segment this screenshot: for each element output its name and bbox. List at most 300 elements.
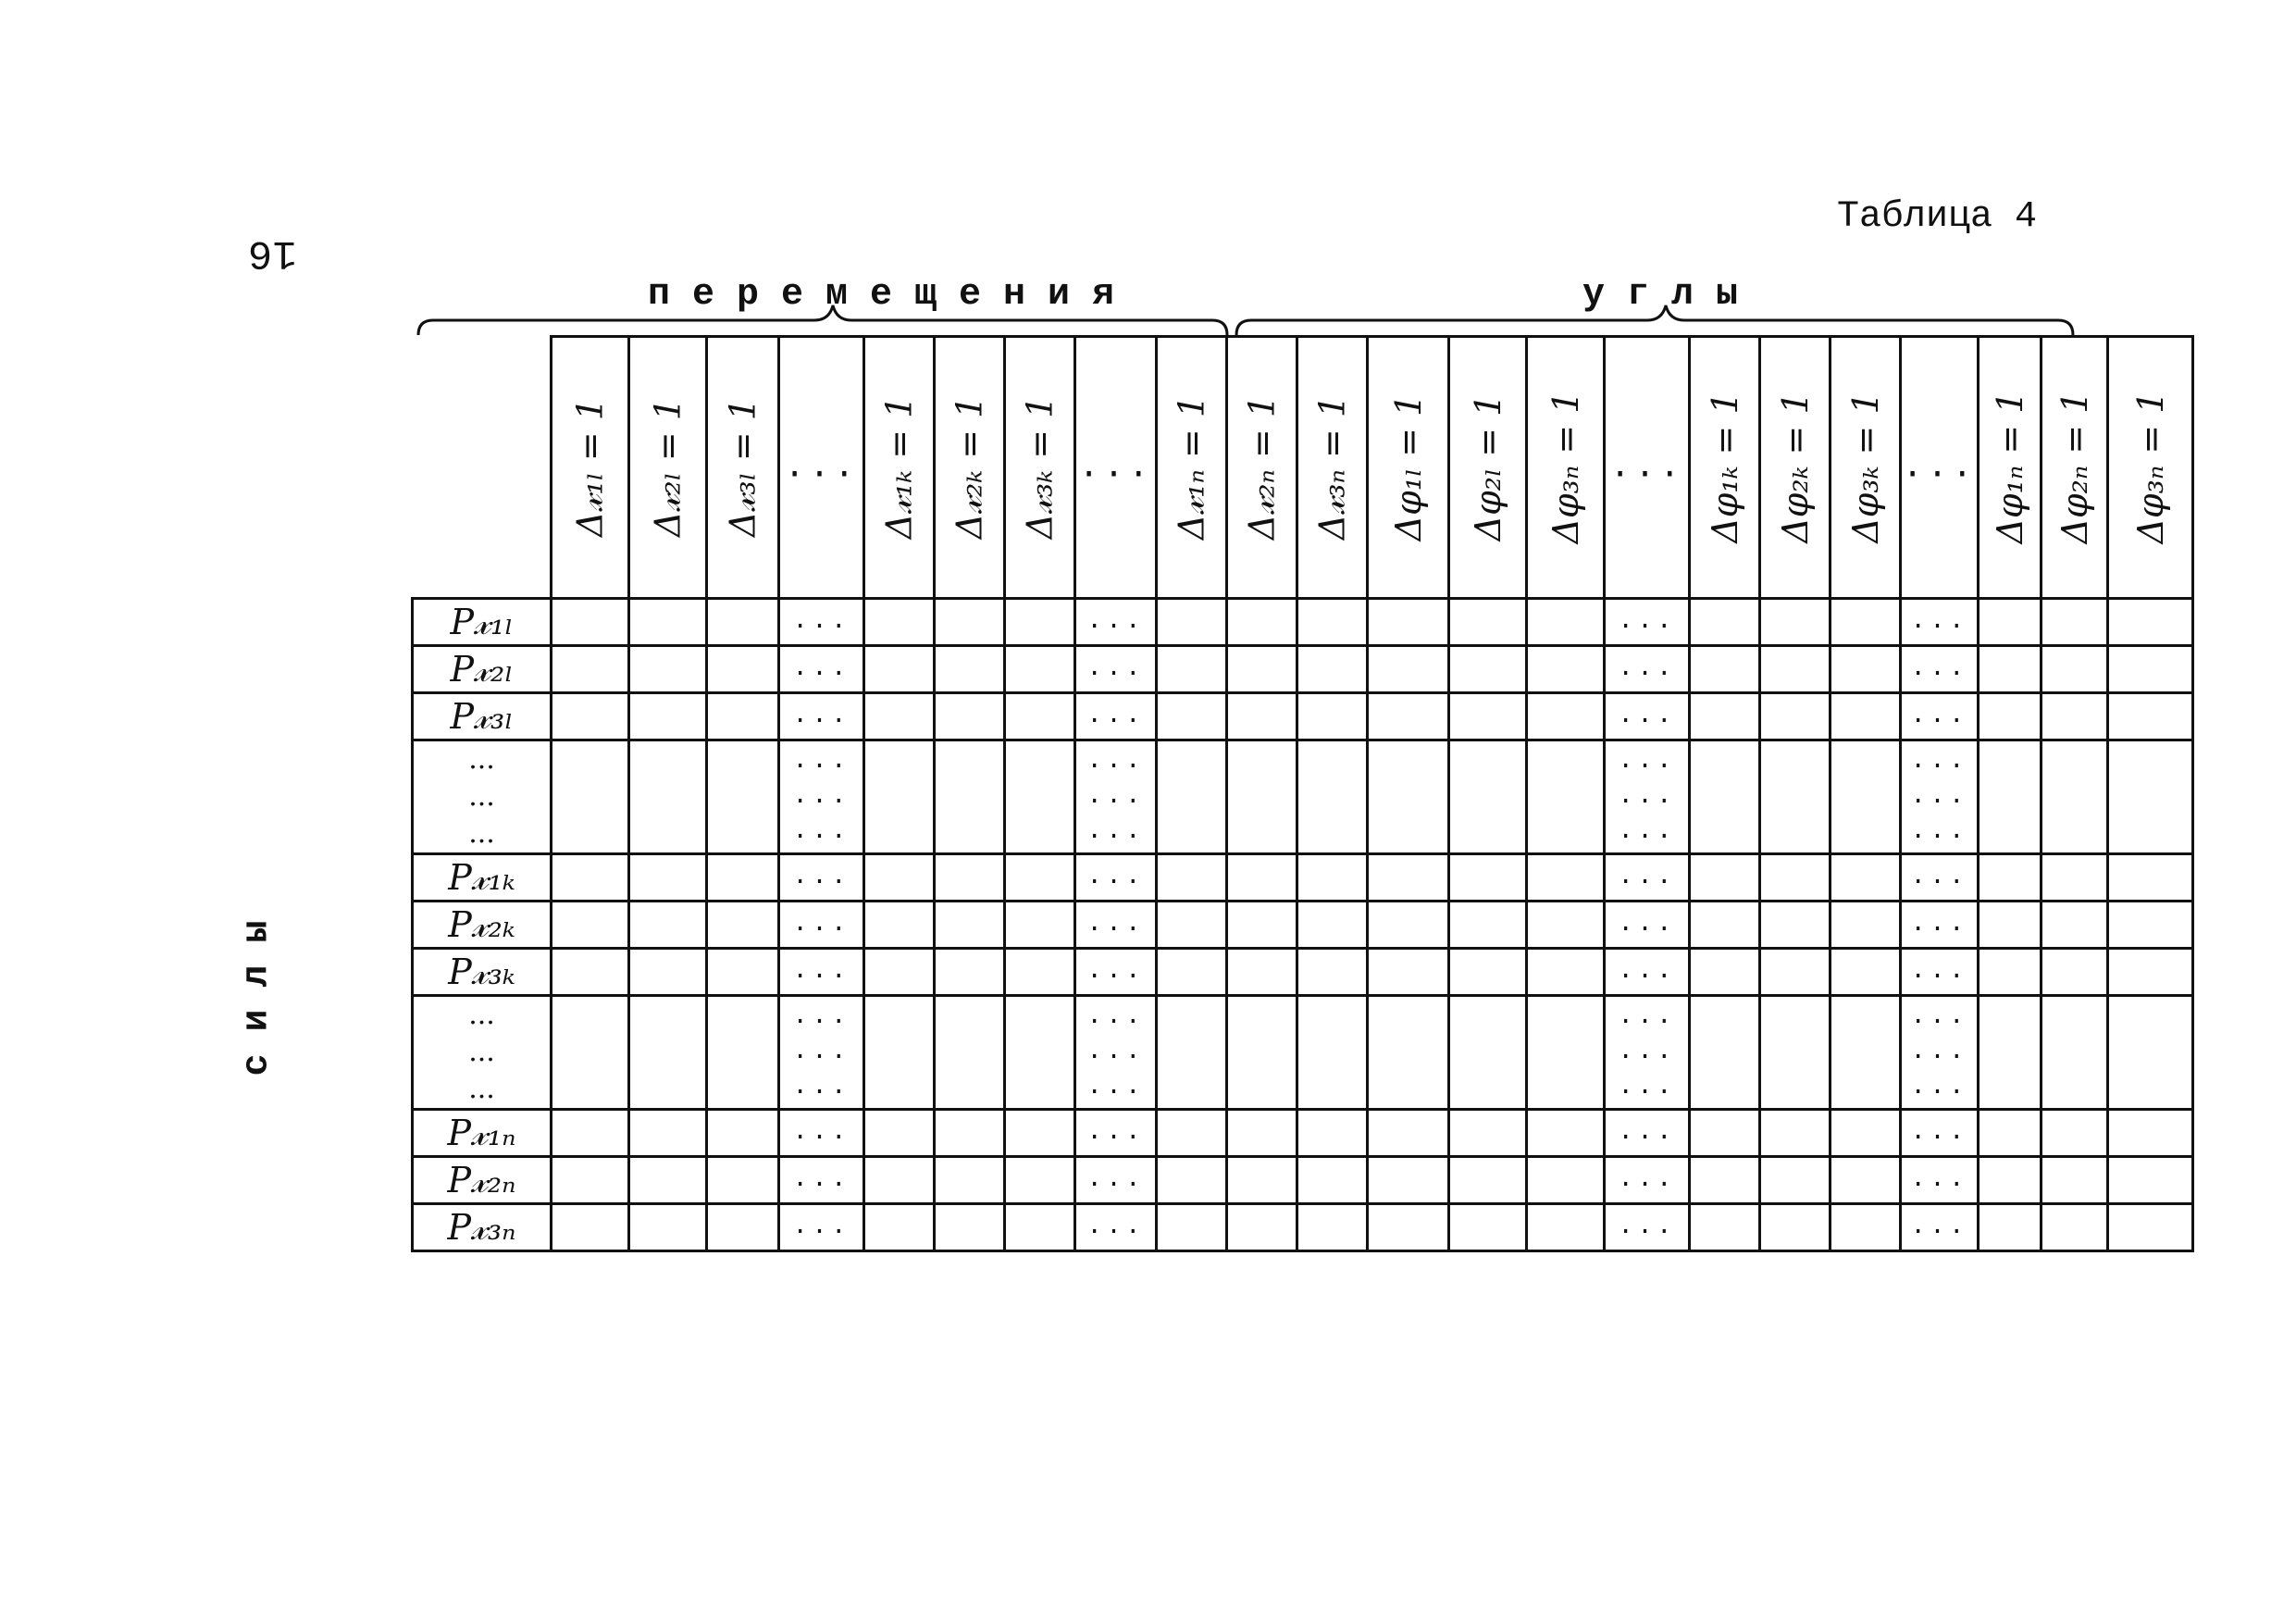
table-cell bbox=[629, 599, 707, 646]
table-cell bbox=[1368, 599, 1449, 646]
ellipsis-cell: ... bbox=[1605, 949, 1690, 996]
table-cell bbox=[1157, 1204, 1227, 1251]
table-cell bbox=[2108, 1204, 2193, 1251]
table-cell bbox=[1368, 1157, 1449, 1204]
table-cell bbox=[1760, 693, 1831, 740]
table-cell bbox=[629, 902, 707, 949]
table-cell bbox=[864, 1204, 935, 1251]
table-cell bbox=[2108, 949, 2193, 996]
table-row bbox=[413, 854, 2193, 902]
ellipsis-cell: ... bbox=[1605, 693, 1690, 740]
ellipsis-cell: ... bbox=[1901, 1110, 1979, 1157]
table-cell bbox=[707, 646, 779, 693]
table-cell bbox=[707, 1110, 779, 1157]
column-header bbox=[935, 337, 1005, 599]
table-cell bbox=[1297, 1204, 1368, 1251]
row-header: P𝓍₃ₖ bbox=[413, 949, 552, 996]
table-cell bbox=[1979, 854, 2042, 902]
table-cell bbox=[552, 693, 629, 740]
column-header-label: Δ𝓍₂ₗ = 1 bbox=[647, 398, 688, 537]
table-cell bbox=[935, 1157, 1005, 1204]
column-header-label: Δφ₂ₙ = 1 bbox=[2054, 391, 2095, 544]
table-cell bbox=[552, 599, 629, 646]
table-cell bbox=[1227, 1204, 1297, 1251]
column-header-label: ... bbox=[1902, 447, 1977, 488]
table-cell bbox=[629, 1110, 707, 1157]
column-group-label-displacements: перемещения bbox=[648, 274, 1137, 316]
table-cell bbox=[707, 854, 779, 902]
ellipsis-cell: ... bbox=[1901, 693, 1979, 740]
column-header-label: Δφ₂ₖ = 1 bbox=[1774, 392, 1816, 543]
table-cell bbox=[1157, 996, 1227, 1110]
table-cell bbox=[935, 740, 1005, 854]
table-cell bbox=[1005, 740, 1075, 854]
table-cell bbox=[2042, 996, 2108, 1110]
column-header-label: Δφ₂ₗ = 1 bbox=[1467, 393, 1508, 541]
table-cell bbox=[629, 693, 707, 740]
ellipsis-cell: ... bbox=[1075, 854, 1157, 902]
table-cell bbox=[1297, 902, 1368, 949]
ellipsis-cell: ... bbox=[1605, 854, 1690, 902]
table-cell bbox=[1297, 1110, 1368, 1157]
table-cell bbox=[1831, 996, 1901, 1110]
table-cell bbox=[707, 599, 779, 646]
table-cell bbox=[1527, 996, 1605, 1110]
force-displacement-table bbox=[411, 335, 2194, 1252]
table-cell bbox=[1527, 693, 1605, 740]
row-header: P𝓍₂ₖ bbox=[413, 902, 552, 949]
table-cell bbox=[1831, 1204, 1901, 1251]
table-cell bbox=[1368, 1204, 1449, 1251]
table-cell bbox=[1527, 854, 1605, 902]
table-cell bbox=[1297, 1157, 1368, 1204]
table-cell bbox=[552, 1110, 629, 1157]
table-cell bbox=[1760, 740, 1831, 854]
column-header-label: ... bbox=[1609, 447, 1684, 488]
table-cell bbox=[1979, 949, 2042, 996]
table-cell bbox=[864, 693, 935, 740]
table-cell bbox=[1368, 1110, 1449, 1157]
table-cell bbox=[1368, 740, 1449, 854]
table-cell bbox=[1297, 646, 1368, 693]
row-header: P𝓍₂ₗ bbox=[413, 646, 552, 693]
table-cell bbox=[1297, 996, 1368, 1110]
table-corner bbox=[413, 337, 552, 599]
table-row bbox=[413, 599, 2193, 646]
table-row bbox=[413, 1157, 2193, 1204]
row-header: P𝓍₃ₗ bbox=[413, 693, 552, 740]
column-header bbox=[864, 337, 935, 599]
table-cell bbox=[2042, 902, 2108, 949]
table-cell bbox=[552, 949, 629, 996]
ellipsis-cell: ... bbox=[1605, 1110, 1690, 1157]
ellipsis-cell: ... bbox=[1901, 646, 1979, 693]
table-cell bbox=[864, 854, 935, 902]
ellipsis-cell: ... ... ... bbox=[1901, 740, 1979, 854]
table-cell bbox=[1227, 646, 1297, 693]
table-cell bbox=[2042, 646, 2108, 693]
table-cell bbox=[1005, 902, 1075, 949]
column-header bbox=[2042, 337, 2108, 599]
table-cell bbox=[1005, 1157, 1075, 1204]
ellipsis-cell: ... ... ... bbox=[1605, 996, 1690, 1110]
table-cell bbox=[1297, 693, 1368, 740]
table-cell bbox=[1449, 1110, 1527, 1157]
column-header-label: ... bbox=[784, 447, 859, 488]
column-header-label: ... bbox=[1078, 447, 1153, 488]
column-header bbox=[1157, 337, 1227, 599]
table-title: Таблица 4 bbox=[1837, 196, 2038, 238]
table-cell bbox=[935, 646, 1005, 693]
table-cell bbox=[1005, 693, 1075, 740]
table-cell bbox=[1227, 1157, 1297, 1204]
table-cell bbox=[552, 646, 629, 693]
ellipsis-cell: ... bbox=[1075, 599, 1157, 646]
row-header: P𝓍₁ₙ bbox=[413, 1110, 552, 1157]
table-cell bbox=[1760, 1204, 1831, 1251]
ellipsis-cell: ... bbox=[1901, 949, 1979, 996]
table-cell bbox=[1690, 854, 1760, 902]
table-cell bbox=[864, 646, 935, 693]
table-row bbox=[413, 1204, 2193, 1251]
table-cell bbox=[1157, 646, 1227, 693]
column-header bbox=[779, 337, 864, 599]
ellipsis-cell: ... ... ... bbox=[779, 740, 864, 854]
ellipsis-cell: ... bbox=[1901, 1204, 1979, 1251]
ellipsis-cell: ... bbox=[1075, 1110, 1157, 1157]
column-header-label: Δφ₃ₖ = 1 bbox=[1844, 392, 1886, 543]
column-header-label: Δφ₁ₙ = 1 bbox=[1989, 391, 2030, 544]
ellipsis-cell: ... bbox=[779, 902, 864, 949]
table-cell bbox=[1690, 1110, 1760, 1157]
table-cell bbox=[2042, 1204, 2108, 1251]
page-number: 16 bbox=[248, 230, 297, 276]
ellipsis-cell: ... bbox=[1605, 599, 1690, 646]
ellipsis-cell: ... ... ... bbox=[1901, 996, 1979, 1110]
ellipsis-cell: ... bbox=[1075, 693, 1157, 740]
ellipsis-cell: ... bbox=[1075, 902, 1157, 949]
table-cell bbox=[1527, 1157, 1605, 1204]
table-cell bbox=[1368, 996, 1449, 1110]
table-cell bbox=[1760, 902, 1831, 949]
table-cell bbox=[1157, 949, 1227, 996]
table-cell bbox=[1368, 949, 1449, 996]
table-cell bbox=[1449, 646, 1527, 693]
table-cell bbox=[864, 949, 935, 996]
row-header: P𝓍₃ₙ bbox=[413, 1204, 552, 1251]
table-cell bbox=[1368, 902, 1449, 949]
table-cell bbox=[2108, 740, 2193, 854]
table-cell bbox=[629, 740, 707, 854]
table-cell bbox=[1831, 902, 1901, 949]
table-cell bbox=[1157, 1157, 1227, 1204]
ellipsis-cell: ... bbox=[1901, 902, 1979, 949]
table-cell bbox=[1005, 996, 1075, 1110]
table-cell bbox=[1690, 949, 1760, 996]
column-header bbox=[1075, 337, 1157, 599]
table-cell bbox=[2108, 693, 2193, 740]
table-row bbox=[413, 1110, 2193, 1157]
table-cell bbox=[1005, 854, 1075, 902]
table-cell bbox=[1979, 693, 2042, 740]
row-header: P𝓍₁ₗ bbox=[413, 599, 552, 646]
table-cell bbox=[1760, 1157, 1831, 1204]
table-cell bbox=[1690, 902, 1760, 949]
column-header-label: Δφ₁ₖ = 1 bbox=[1704, 392, 1745, 543]
ellipsis-cell: ... bbox=[779, 693, 864, 740]
column-header bbox=[1297, 337, 1368, 599]
table-cell bbox=[1760, 949, 1831, 996]
table-cell bbox=[1157, 1110, 1227, 1157]
table-cell bbox=[1157, 902, 1227, 949]
table-cell bbox=[1527, 902, 1605, 949]
table-cell bbox=[1760, 996, 1831, 1110]
table-cell bbox=[1760, 646, 1831, 693]
table-cell bbox=[1831, 740, 1901, 854]
table-cell bbox=[1690, 996, 1760, 1110]
table-cell bbox=[1449, 902, 1527, 949]
table-cell bbox=[1449, 599, 1527, 646]
column-header-label: Δ𝓍₂ₖ = 1 bbox=[949, 395, 989, 540]
table-cell bbox=[935, 996, 1005, 1110]
table-cell bbox=[1227, 996, 1297, 1110]
ellipsis-cell: ... bbox=[1901, 854, 1979, 902]
table-cell bbox=[1297, 854, 1368, 902]
table-cell bbox=[707, 1204, 779, 1251]
table-cell bbox=[1831, 599, 1901, 646]
ellipsis-cell: ... bbox=[1605, 1204, 1690, 1251]
table-cell bbox=[864, 740, 935, 854]
table-cell bbox=[1005, 1110, 1075, 1157]
column-header-label: Δ𝓍₁ₙ = 1 bbox=[1171, 394, 1211, 541]
ellipsis-cell: ... bbox=[1605, 646, 1690, 693]
ellipsis-cell: ... bbox=[779, 599, 864, 646]
table-cell bbox=[629, 854, 707, 902]
table-cell bbox=[1527, 740, 1605, 854]
table-cell bbox=[1979, 1110, 2042, 1157]
table-cell bbox=[1690, 1157, 1760, 1204]
table-cell bbox=[1449, 996, 1527, 1110]
ellipsis-cell: ... bbox=[1075, 1157, 1157, 1204]
column-header bbox=[1368, 337, 1449, 599]
table-cell bbox=[2108, 902, 2193, 949]
table-cell bbox=[935, 854, 1005, 902]
table-cell bbox=[2108, 854, 2193, 902]
table-cell bbox=[935, 1204, 1005, 1251]
table-cell bbox=[1760, 854, 1831, 902]
table-cell bbox=[935, 902, 1005, 949]
table-row bbox=[413, 693, 2193, 740]
table-cell bbox=[707, 1157, 779, 1204]
table-cell bbox=[1527, 949, 1605, 996]
ellipsis-cell: ... ... ... bbox=[779, 996, 864, 1110]
column-header-label: Δ𝓍₁ₖ = 1 bbox=[878, 395, 919, 540]
column-header-label: Δ𝓍₃ₖ = 1 bbox=[1019, 395, 1060, 540]
table-cell bbox=[629, 1157, 707, 1204]
column-header bbox=[707, 337, 779, 599]
table-cell bbox=[1449, 740, 1527, 854]
table-cell bbox=[707, 740, 779, 854]
table-cell bbox=[1690, 740, 1760, 854]
table-cell bbox=[1449, 693, 1527, 740]
table-cell bbox=[1227, 1110, 1297, 1157]
table-cell bbox=[1527, 599, 1605, 646]
column-header bbox=[1005, 337, 1075, 599]
table-cell bbox=[552, 1157, 629, 1204]
table-cell bbox=[1368, 646, 1449, 693]
table-cell bbox=[707, 693, 779, 740]
table-cell bbox=[1527, 646, 1605, 693]
ellipsis-cell: ... bbox=[779, 646, 864, 693]
table-cell bbox=[935, 949, 1005, 996]
ellipsis-cell: ... bbox=[1075, 646, 1157, 693]
table-cell bbox=[707, 949, 779, 996]
table-cell bbox=[1979, 1204, 2042, 1251]
ellipsis-cell: ... bbox=[1075, 949, 1157, 996]
table-cell bbox=[1449, 949, 1527, 996]
row-header: P𝓍₂ₙ bbox=[413, 1157, 552, 1204]
table-cell bbox=[1760, 599, 1831, 646]
column-header bbox=[1979, 337, 2042, 599]
table-cell bbox=[1227, 854, 1297, 902]
table-cell bbox=[1690, 599, 1760, 646]
table-cell bbox=[1368, 854, 1449, 902]
column-header bbox=[1227, 337, 1297, 599]
table-cell bbox=[1690, 693, 1760, 740]
table-cell bbox=[629, 1204, 707, 1251]
table-cell bbox=[552, 902, 629, 949]
table-cell bbox=[1157, 854, 1227, 902]
column-group-label-angles: углы bbox=[1582, 274, 1761, 316]
row-header: ... ... ... bbox=[413, 996, 552, 1110]
table-cell bbox=[2042, 949, 2108, 996]
column-header bbox=[2108, 337, 2193, 599]
table-cell bbox=[1449, 1204, 1527, 1251]
table-cell bbox=[1227, 949, 1297, 996]
table-cell bbox=[1831, 693, 1901, 740]
table-cell bbox=[1157, 599, 1227, 646]
column-header bbox=[1760, 337, 1831, 599]
table-cell bbox=[2042, 599, 2108, 646]
brace-displacements bbox=[418, 305, 1227, 335]
ellipsis-cell: ... bbox=[1075, 1204, 1157, 1251]
table-cell bbox=[552, 996, 629, 1110]
table-cell bbox=[935, 693, 1005, 740]
table-row bbox=[413, 646, 2193, 693]
table-cell bbox=[1297, 740, 1368, 854]
table-cell bbox=[707, 996, 779, 1110]
row-header: ... ... ... bbox=[413, 740, 552, 854]
table-cell bbox=[2042, 1157, 2108, 1204]
column-header bbox=[552, 337, 629, 599]
table-cell bbox=[1227, 693, 1297, 740]
ellipsis-cell: ... bbox=[1605, 1157, 1690, 1204]
table-cell bbox=[1831, 1110, 1901, 1157]
table-cell bbox=[864, 996, 935, 1110]
table-cell bbox=[1297, 949, 1368, 996]
column-header bbox=[1605, 337, 1690, 599]
table-cell bbox=[1979, 902, 2042, 949]
table-cell bbox=[864, 599, 935, 646]
ellipsis-cell: ... ... ... bbox=[1075, 740, 1157, 854]
table-row bbox=[413, 740, 2193, 854]
table-cell bbox=[935, 1110, 1005, 1157]
table-cell bbox=[1005, 1204, 1075, 1251]
table-cell bbox=[552, 740, 629, 854]
column-header bbox=[1831, 337, 1901, 599]
table-cell bbox=[1449, 1157, 1527, 1204]
table-cell bbox=[864, 1157, 935, 1204]
table-cell bbox=[1005, 599, 1075, 646]
table-cell bbox=[935, 599, 1005, 646]
table-cell bbox=[864, 1110, 935, 1157]
row-group-label-forces: силы bbox=[236, 898, 279, 1076]
ellipsis-cell: ... bbox=[1901, 599, 1979, 646]
table-cell bbox=[1831, 646, 1901, 693]
column-header bbox=[1449, 337, 1527, 599]
table-cell bbox=[2108, 996, 2193, 1110]
column-header bbox=[1901, 337, 1979, 599]
table-cell bbox=[1831, 949, 1901, 996]
table-cell bbox=[2108, 1110, 2193, 1157]
table-cell bbox=[1979, 996, 2042, 1110]
table-cell bbox=[1979, 1157, 2042, 1204]
column-header-label: Δ𝓍₂ₙ = 1 bbox=[1241, 394, 1282, 541]
table-cell bbox=[629, 996, 707, 1110]
table-cell bbox=[1297, 599, 1368, 646]
table-cell bbox=[1831, 854, 1901, 902]
brace-angles bbox=[1236, 305, 2073, 335]
table-cell bbox=[1368, 693, 1449, 740]
ellipsis-cell: ... bbox=[779, 854, 864, 902]
column-header-label: Δ𝓍₃ₗ = 1 bbox=[722, 398, 763, 537]
ellipsis-cell: ... bbox=[1605, 902, 1690, 949]
table-cell bbox=[2108, 599, 2193, 646]
table-row bbox=[413, 902, 2193, 949]
table-cell bbox=[1527, 1204, 1605, 1251]
table-cell bbox=[1005, 949, 1075, 996]
column-header-label: Δφ₃ₙ = 1 bbox=[1545, 391, 1586, 544]
table-cell bbox=[1157, 693, 1227, 740]
column-header bbox=[1527, 337, 1605, 599]
column-header-label: Δ𝓍₁ₗ = 1 bbox=[569, 398, 610, 537]
table-cell bbox=[1449, 854, 1527, 902]
table-cell bbox=[2042, 693, 2108, 740]
table-cell bbox=[2042, 854, 2108, 902]
ellipsis-cell: ... ... ... bbox=[1605, 740, 1690, 854]
ellipsis-cell: ... ... ... bbox=[1075, 996, 1157, 1110]
column-header-label: Δφ₁ₗ = 1 bbox=[1387, 393, 1429, 541]
table-cell bbox=[1979, 599, 2042, 646]
table-cell bbox=[2042, 740, 2108, 854]
table-cell bbox=[629, 646, 707, 693]
table-cell bbox=[1831, 1157, 1901, 1204]
table-row bbox=[413, 949, 2193, 996]
ellipsis-cell: ... bbox=[779, 1157, 864, 1204]
table-cell bbox=[864, 902, 935, 949]
table-cell bbox=[1690, 1204, 1760, 1251]
column-header bbox=[1690, 337, 1760, 599]
ellipsis-cell: ... bbox=[779, 1110, 864, 1157]
row-header: P𝓍₁ₖ bbox=[413, 854, 552, 902]
ellipsis-cell: ... bbox=[779, 1204, 864, 1251]
table-cell bbox=[552, 1204, 629, 1251]
table-cell bbox=[1227, 599, 1297, 646]
column-header-label: Δ𝓍₃ₙ = 1 bbox=[1311, 394, 1352, 541]
column-header-label: Δφ₃ₙ = 1 bbox=[2129, 391, 2171, 544]
table-row bbox=[413, 996, 2193, 1110]
table-cell bbox=[1227, 740, 1297, 854]
